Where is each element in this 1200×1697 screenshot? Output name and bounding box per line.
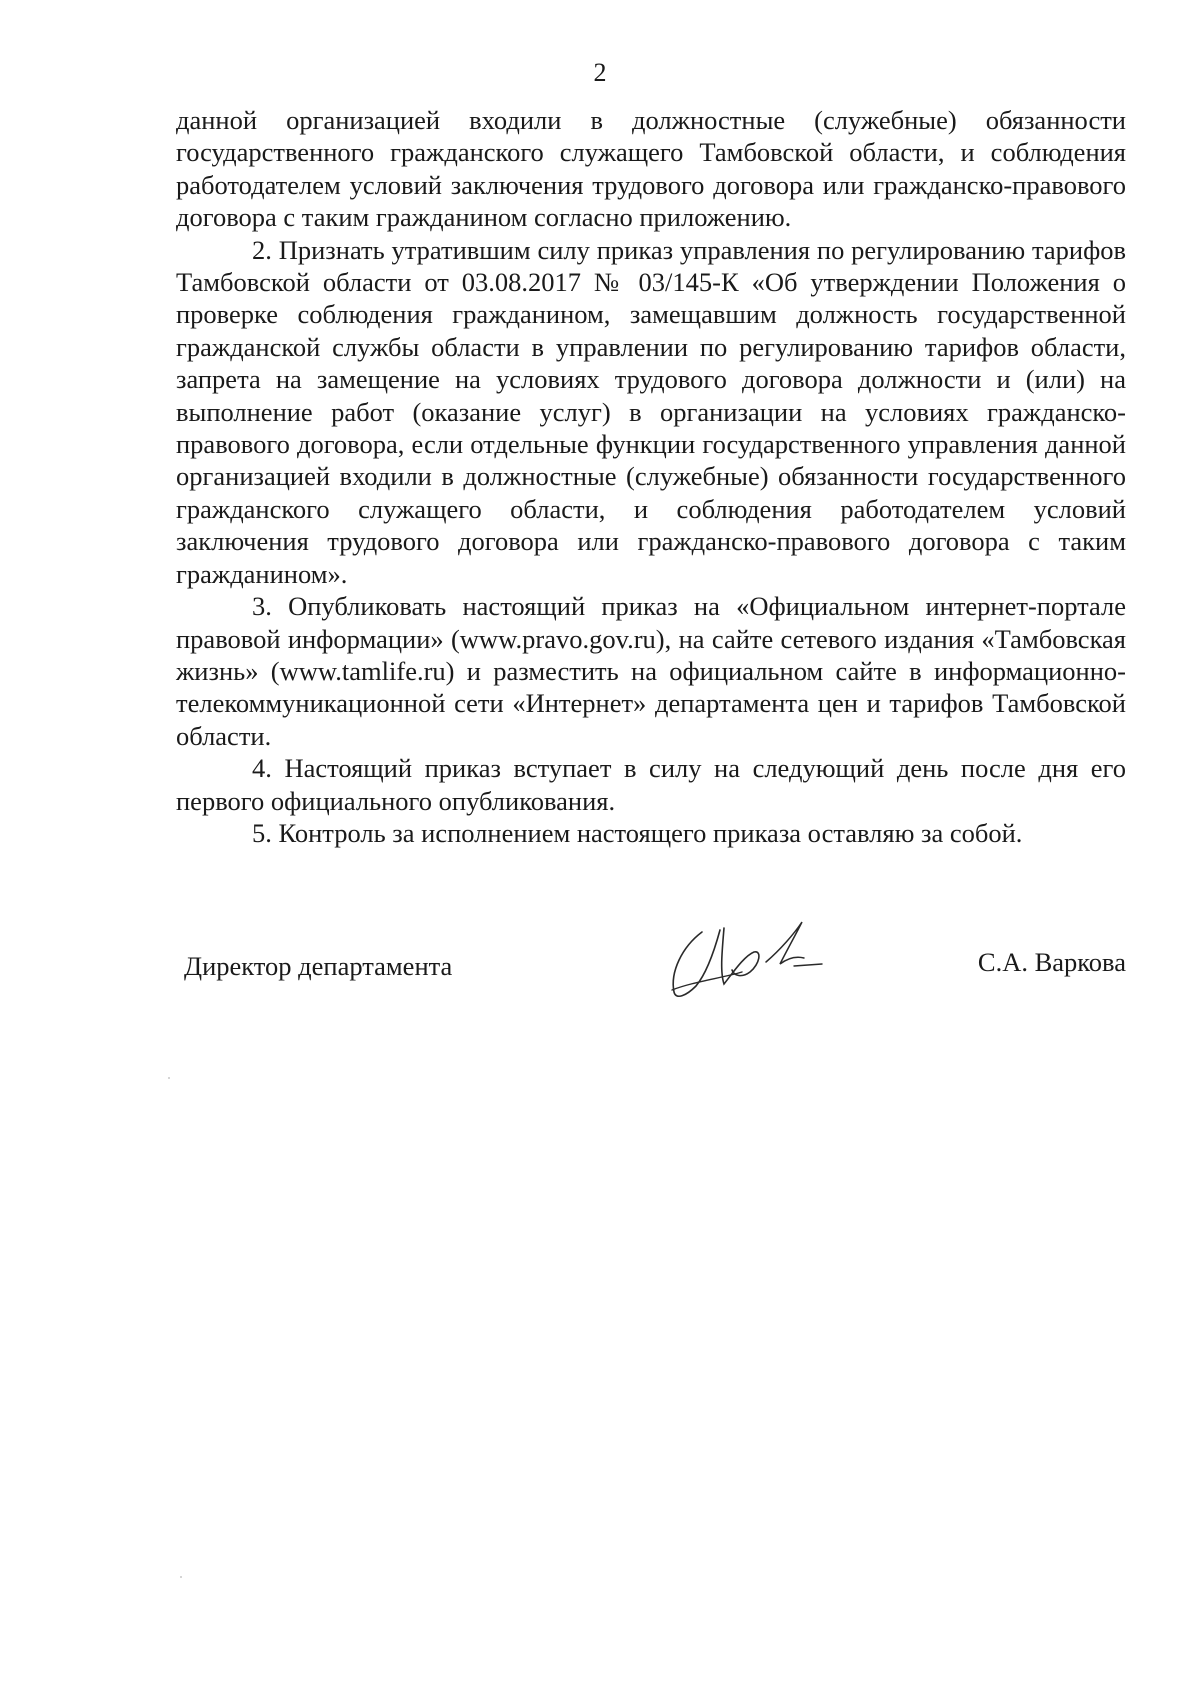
- paragraph-item-3: 3. Опубликовать настоящий приказ на «Официальном интернет-портале правовой информации» (www.pravo.gov.ru), на сайте сетевого издания «Тамбовская жизнь» (www.tamlife.ru) и разместить на официальном сайте в информационно-телекоммуникационной сети «Интернет» департамента цен и тарифов Тамбовской области.: [176, 591, 1126, 751]
- paragraph-continuation: данной организацией входили в должностные (служебные) обязанности государственного гражданского служащего Тамбовской области, и соблюдения работодателем условий заключения трудового договора или гражданско-правового договора с таким гражданином согласно приложению.: [176, 105, 1126, 233]
- handwritten-signature: [662, 912, 832, 1007]
- document-body: [176, 104, 1126, 849]
- page-number: 2: [593, 58, 607, 87]
- paragraph-item-2: 2. Признать утратившим силу приказ управления по регулированию тарифов Тамбовской области от 03.08.2017 № 03/145-К «Об утверждении Положения о проверке соблюдения гражданином, замещавшим должность государственной гражданской службы области в управлении по регулированию тарифов области, запрета на замещение на условиях трудового договора должности и (или) на выполнение работ (оказание услуг) в организации на условиях гражданско-правового договора, если отдельные функции государственного управления данной организацией входили в должностные (служебные) обязанности государственного гражданского служащего области, и соблюдения работодателем условий заключения трудового договора или гражданско-правового договора с таким гражданином».: [176, 234, 1126, 589]
- signer-title: Директор департамента: [184, 951, 453, 981]
- signer-name: С.А. Варкова: [977, 947, 1126, 977]
- paragraph-item-4: 4. Настоящий приказ вступает в силу на следующий день после дня его первого официального опубликования.: [176, 753, 1126, 816]
- signature-block: [184, 912, 1126, 1032]
- scan-speck: [168, 1077, 170, 1079]
- scan-speck: [180, 1576, 182, 1578]
- paragraph-item-5: 5. Контроль за исполнением настоящего приказа оставляю за собой.: [252, 817, 1023, 848]
